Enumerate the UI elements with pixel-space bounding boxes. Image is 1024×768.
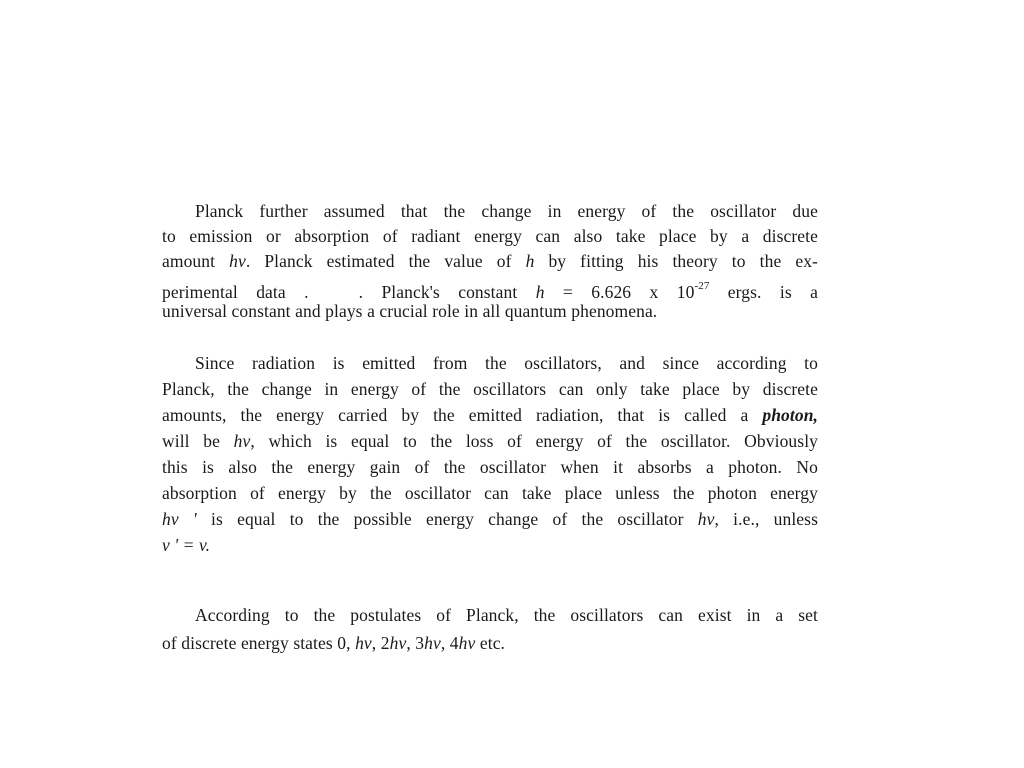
text-segment: hv ' (162, 509, 197, 529)
text-segment: Since radiation is emitted from the oscillators, and since according to (195, 353, 818, 373)
text-segment: hv (229, 251, 246, 271)
text-segment: perimental data . (162, 282, 309, 302)
text-segment: universal constant and plays a crucial role in all quantum phenomena. (162, 301, 658, 321)
paragraph-2-line (195, 353, 818, 373)
paragraph-2-line (162, 379, 818, 399)
paragraph-1-line (162, 251, 818, 271)
text-segment: , 3 (406, 633, 425, 653)
text-segment: is equal to the possible energy change of the oscillator (196, 509, 698, 529)
text-segment: etc. (475, 633, 506, 653)
paragraph-2-line (162, 431, 818, 451)
paragraph-2-line (162, 483, 818, 503)
text-segment: of discrete energy states 0, (162, 633, 356, 653)
paragraph-2-line (162, 535, 818, 555)
text-segment: this is also the energy gain of the oscillator when it absorbs a photon. No (162, 457, 818, 477)
text-segment: , i.e., unless (714, 509, 818, 529)
text-segment: Planck further assumed that the change in energy of the oscillator due (195, 201, 818, 221)
text-segment: = 6.626 x 10 (544, 282, 695, 302)
paragraph-2-line (162, 457, 818, 477)
text-segment: . Planck's constant (358, 282, 536, 302)
text-segment: ergs. is a (709, 282, 818, 302)
text-segment: , 4 (440, 633, 459, 653)
text-segment: amounts, the energy carried by the emitted radiation, that is called a (162, 405, 763, 425)
paragraph-3-line (162, 633, 818, 653)
text-segment: hv (697, 509, 715, 529)
text-segment: hv (389, 633, 407, 653)
text-segment: photon, (762, 405, 818, 425)
text-segment: hv (424, 633, 441, 653)
text-segment: hv (355, 633, 372, 653)
paragraph-3-line (195, 605, 818, 625)
text-segment: amount (162, 251, 230, 271)
text-segment: According to the postulates of Planck, the oscillators can exist in a set (195, 605, 818, 625)
text-segment: . Planck estimated the value of (245, 251, 526, 271)
superscript-text: -27 (694, 280, 710, 292)
text-segment: absorption of energy by the oscillator can take place unless the photon energy (162, 483, 818, 503)
text-segment: , 2 (371, 633, 390, 653)
text-segment: to emission or absorption of radiant energy can also take place by a discrete (162, 226, 818, 246)
text-segment: will be (162, 431, 234, 451)
text-segment: by fitting his theory to the ex- (534, 251, 818, 271)
paragraph-2-line (162, 509, 818, 529)
paragraph-1-line (162, 226, 818, 246)
text-segment: h (525, 251, 535, 271)
text-segment: v ' = v. (162, 535, 211, 555)
paragraph-1-line (162, 301, 818, 321)
paragraph-1-line (195, 201, 818, 221)
paragraph-1-line (162, 276, 818, 302)
text-segment: Planck, the change in energy of the oscillators can only take place by discrete (162, 379, 818, 399)
text-segment: hv (458, 633, 476, 653)
text-segment: h (535, 282, 545, 302)
text-segment: hv (233, 431, 251, 451)
paragraph-2-line (162, 405, 818, 425)
text-segment: , which is equal to the loss of energy of the oscillator. Obviously (250, 431, 819, 451)
